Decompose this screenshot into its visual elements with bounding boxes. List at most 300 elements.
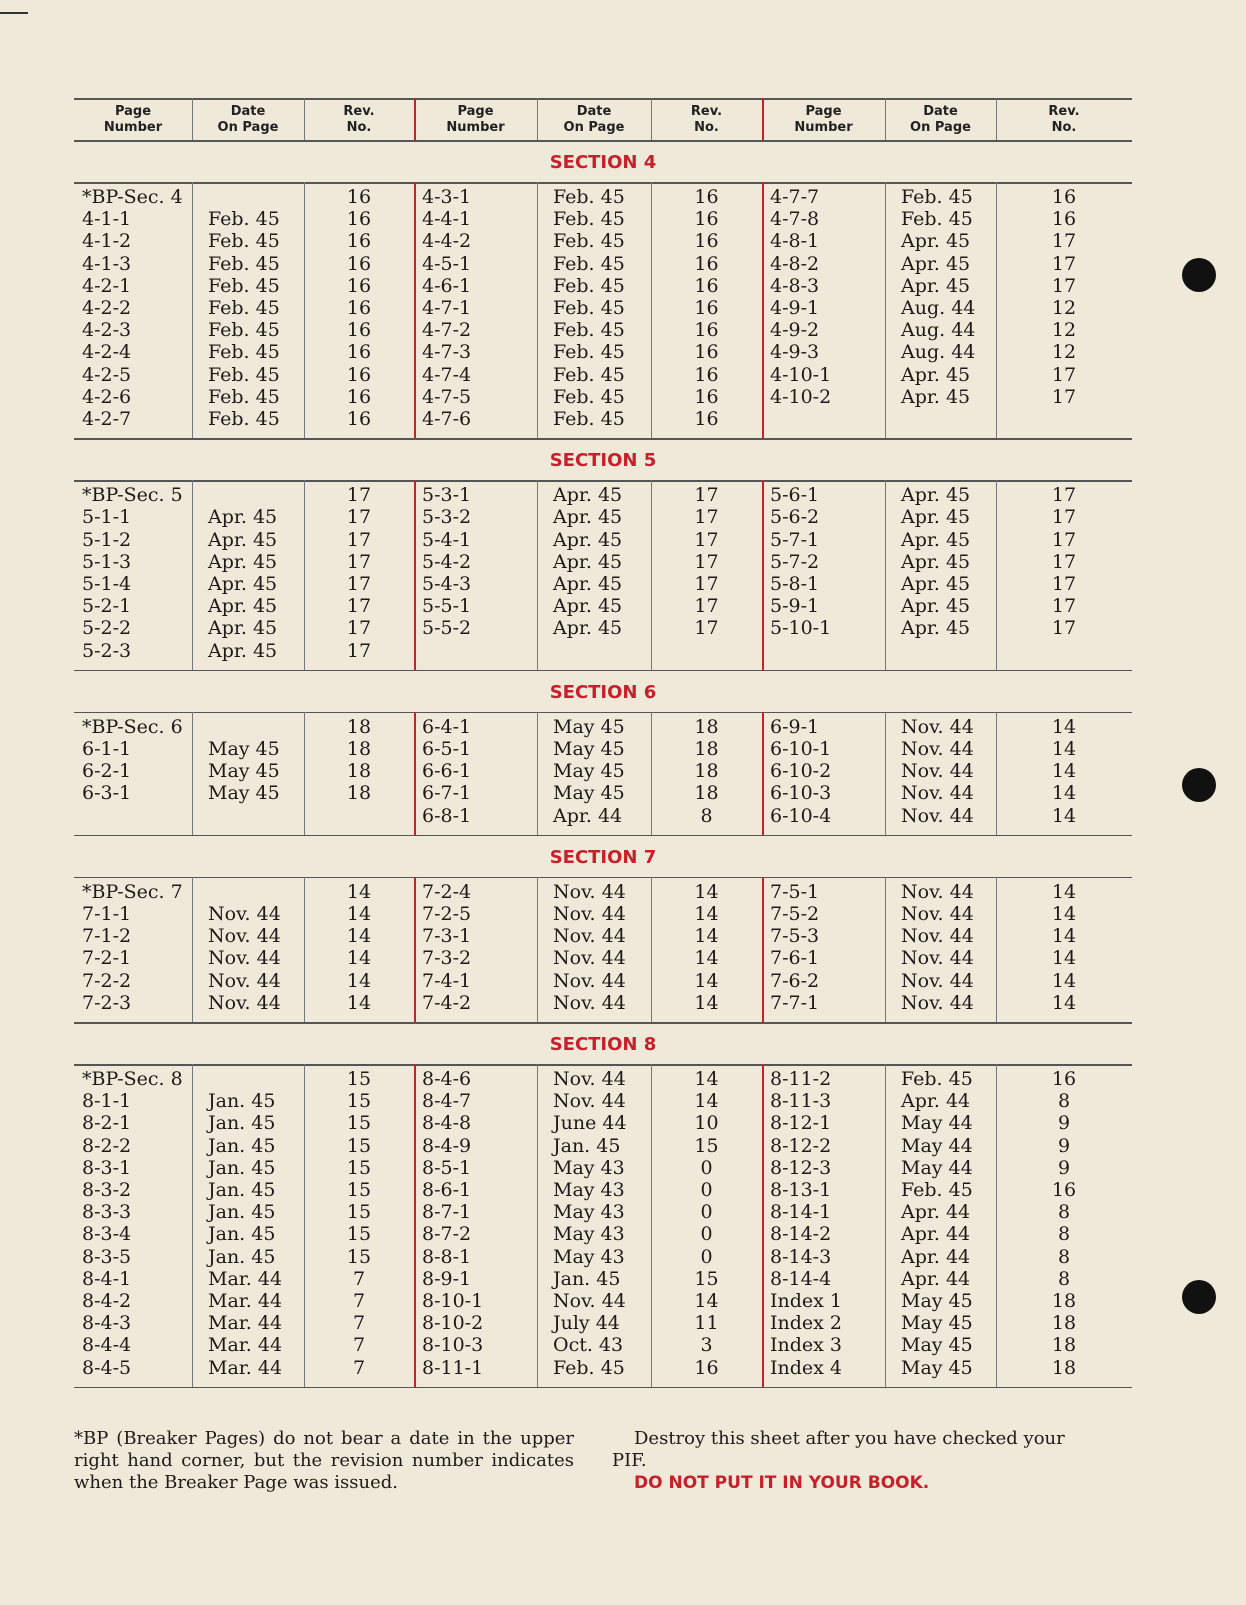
- page-number-cell: 7-5-1: [770, 880, 820, 903]
- revision-cell: 17: [694, 595, 719, 618]
- column-rule: [537, 98, 538, 140]
- destroy-instructions: [612, 1428, 1104, 1494]
- date-cell: Feb. 45: [208, 230, 280, 253]
- revision-cell: 16: [346, 252, 372, 275]
- section-title: SECTION 8: [549, 1034, 657, 1055]
- date-cell: Apr. 45: [208, 528, 278, 551]
- revision-cell: 16: [346, 363, 372, 386]
- revision-cell: 14: [1051, 715, 1077, 738]
- revision-cell: 17: [1051, 230, 1077, 253]
- page-number-cell: 8-4-2: [82, 1290, 132, 1312]
- page-number-cell: 8-4-3: [82, 1312, 132, 1335]
- page-number-cell: 5-5-1: [422, 595, 472, 618]
- revision-cell: 16: [346, 274, 372, 297]
- page-number-cell: Index 3: [770, 1334, 842, 1357]
- date-cell: May 45: [553, 760, 625, 783]
- revision-cell: 16: [1051, 1068, 1077, 1090]
- date-cell: May 44: [901, 1112, 973, 1135]
- page-number-cell: 7-6-1: [770, 947, 820, 970]
- page-number-cell: *BP-Sec. 8: [82, 1068, 183, 1090]
- date-cell: May 45: [901, 1356, 973, 1379]
- revision-cell: 16: [346, 341, 372, 364]
- date-cell: Jan. 45: [208, 1245, 276, 1268]
- column-rule: [996, 1064, 997, 1387]
- revision-cell: 17: [346, 639, 372, 662]
- page-number-cell: 7-2-1: [82, 947, 132, 970]
- date-cell: Feb. 45: [208, 297, 280, 319]
- date-cell: Apr. 45: [901, 274, 971, 297]
- revision-cell: 8: [1057, 1223, 1071, 1246]
- revision-cell: 16: [694, 230, 719, 253]
- page-number-cell: 5-2-3: [82, 639, 132, 662]
- date-cell: Feb. 45: [901, 1068, 973, 1090]
- date-cell: Nov. 44: [553, 947, 626, 970]
- revision-cell: 16: [1051, 1179, 1077, 1201]
- section-divider-rule: [414, 480, 416, 670]
- date-cell: Feb. 45: [208, 319, 280, 342]
- revision-cell: 18: [694, 782, 719, 805]
- revision-cell: 16: [346, 230, 372, 253]
- revision-cell: 17: [346, 484, 372, 507]
- page-number-cell: 4-2-3: [82, 319, 132, 342]
- date-cell: Apr. 45: [208, 506, 278, 529]
- revision-cell: 15: [346, 1156, 372, 1179]
- date-cell: Apr. 44: [901, 1223, 971, 1246]
- date-cell: Jan. 45: [208, 1223, 276, 1246]
- page-number-cell: 5-1-2: [82, 528, 132, 551]
- date-cell: Oct. 43: [553, 1334, 624, 1357]
- revision-cell: 14: [1051, 969, 1077, 992]
- page-number-cell: 8-9-1: [422, 1267, 472, 1290]
- date-cell: Apr. 44: [901, 1090, 971, 1113]
- page-number-cell: 7-1-2: [82, 925, 132, 948]
- revision-cell: 15: [346, 1179, 372, 1201]
- date-cell: Jan. 45: [208, 1156, 276, 1179]
- page-number-cell: 4-7-5: [422, 385, 472, 408]
- page-number-cell: 7-5-2: [770, 903, 820, 925]
- date-cell: July 44: [553, 1312, 620, 1335]
- page-number-cell: 7-1-1: [82, 903, 132, 925]
- revision-cell: 17: [1051, 252, 1077, 275]
- revision-cell: 14: [1051, 880, 1077, 903]
- date-cell: Aug. 44: [901, 341, 976, 364]
- date-cell: Apr. 45: [901, 252, 971, 275]
- revision-cell: 17: [694, 484, 719, 507]
- revision-cell: 18: [346, 715, 372, 738]
- revision-cell: 8: [1057, 1201, 1071, 1224]
- page-number-cell: 5-5-2: [422, 617, 472, 640]
- page-number-cell: 8-3-2: [82, 1179, 132, 1201]
- date-cell: May 45: [901, 1290, 973, 1312]
- page-number-cell: 6-10-3: [770, 782, 832, 805]
- date-cell: Feb. 45: [901, 208, 973, 231]
- date-cell: Apr. 45: [208, 639, 278, 662]
- revision-cell: 14: [1051, 925, 1077, 948]
- revision-cell: 17: [1051, 573, 1077, 595]
- revision-cell: 16: [694, 319, 719, 342]
- column-rule: [537, 1064, 538, 1387]
- revision-cell: 17: [694, 617, 719, 640]
- revision-cell: 16: [346, 385, 372, 408]
- page-number-cell: 8-3-1: [82, 1156, 132, 1179]
- date-cell: Feb. 45: [901, 186, 973, 208]
- date-cell: Nov. 44: [553, 1290, 626, 1312]
- page-number-cell: 7-5-3: [770, 925, 820, 948]
- date-cell: May 45: [208, 760, 280, 783]
- column-header: Rev. No.: [690, 104, 723, 135]
- page-number-cell: 4-3-1: [422, 186, 472, 208]
- page-number-cell: 8-12-2: [770, 1134, 832, 1157]
- date-cell: Mar. 44: [208, 1356, 283, 1379]
- section-rule: [74, 1064, 1132, 1066]
- page-number-cell: 8-4-7: [422, 1090, 472, 1113]
- page-number-cell: 4-2-2: [82, 297, 132, 319]
- revision-cell: 16: [694, 1356, 719, 1379]
- revision-cell: 17: [1051, 385, 1077, 408]
- revision-cell: 0: [700, 1245, 713, 1268]
- date-cell: Apr. 45: [901, 573, 971, 595]
- revision-cell: 14: [1051, 991, 1077, 1014]
- date-cell: Nov. 44: [901, 925, 974, 948]
- date-cell: Apr. 44: [553, 804, 623, 827]
- date-cell: Nov. 44: [208, 969, 281, 992]
- date-cell: Apr. 45: [553, 595, 623, 618]
- page-number-cell: 4-2-7: [82, 408, 132, 430]
- section-rule: [74, 877, 1132, 879]
- section-divider-rule: [762, 480, 764, 670]
- page-number-cell: 7-2-5: [422, 903, 472, 925]
- column-rule: [996, 98, 997, 140]
- date-cell: Mar. 44: [208, 1267, 283, 1290]
- revision-cell: 17: [694, 573, 719, 595]
- page-number-cell: 8-7-1: [422, 1201, 472, 1224]
- page-number-cell: 4-5-1: [422, 252, 472, 275]
- revision-cell: 12: [1051, 319, 1077, 342]
- page-number-cell: 8-4-1: [82, 1267, 132, 1290]
- column-rule: [885, 1064, 886, 1387]
- date-cell: May 44: [901, 1134, 973, 1157]
- column-rule: [192, 98, 193, 140]
- date-cell: Nov. 44: [553, 880, 626, 903]
- page-number-cell: 4-2-6: [82, 385, 132, 408]
- page-number-cell: 7-3-2: [422, 947, 472, 970]
- revision-cell: 17: [346, 595, 372, 618]
- section-rule: [74, 182, 1132, 184]
- page-number-cell: 8-11-3: [770, 1090, 832, 1113]
- page-number-cell: 5-10-1: [770, 617, 832, 640]
- date-cell: May 43: [553, 1156, 625, 1179]
- page-number-cell: 8-14-2: [770, 1223, 832, 1246]
- page-number-cell: 4-8-3: [770, 274, 820, 297]
- page-number-cell: 4-7-8: [770, 208, 820, 231]
- date-cell: Feb. 45: [208, 363, 280, 386]
- date-cell: Nov. 44: [553, 925, 626, 948]
- section-divider-rule: [762, 1064, 764, 1387]
- revision-cell: 17: [1051, 595, 1077, 618]
- page-number-cell: 8-6-1: [422, 1179, 472, 1201]
- page-number-cell: 8-13-1: [770, 1179, 832, 1201]
- date-cell: May 45: [901, 1334, 973, 1357]
- column-rule: [651, 182, 652, 438]
- date-cell: Nov. 44: [553, 969, 626, 992]
- date-cell: Apr. 45: [901, 550, 971, 573]
- page-number-cell: 8-4-8: [422, 1112, 472, 1135]
- page-number-cell: 4-1-3: [82, 252, 132, 275]
- page-number-cell: 7-2-2: [82, 969, 132, 992]
- revision-cell: 12: [1051, 341, 1077, 364]
- page-number-cell: 6-9-1: [770, 715, 820, 738]
- page-number-cell: 7-4-1: [422, 969, 472, 992]
- date-cell: Apr. 45: [901, 385, 971, 408]
- page-number-cell: 4-2-1: [82, 274, 132, 297]
- revision-cell: 14: [1051, 760, 1077, 783]
- column-rule: [651, 480, 652, 670]
- revision-cell: 16: [694, 363, 719, 386]
- page-number-cell: Index 2: [770, 1312, 842, 1335]
- revision-cell: 15: [694, 1267, 719, 1290]
- date-cell: Jan. 45: [208, 1201, 276, 1224]
- revision-cell: 14: [694, 925, 719, 948]
- column-rule: [304, 480, 305, 670]
- date-cell: Feb. 45: [553, 319, 625, 342]
- date-cell: May 43: [553, 1201, 625, 1224]
- breaker-pages-footnote: *BP (Breaker Pages) do not bear a date in the upper right hand corner, but the revision number indicates when the Breaker Page was issued.: [74, 1428, 574, 1493]
- page-number-cell: 7-7-1: [770, 991, 820, 1014]
- header-bottom-rule: [74, 140, 1132, 142]
- page-number-cell: 7-2-3: [82, 991, 132, 1014]
- page-number-cell: 5-4-3: [422, 573, 472, 595]
- page-number-cell: *BP-Sec. 7: [82, 880, 183, 903]
- column-header: Page Number: [794, 104, 853, 135]
- revision-cell: 18: [1051, 1290, 1077, 1312]
- page-number-cell: 6-10-2: [770, 760, 832, 783]
- revision-cell: 17: [346, 573, 372, 595]
- revision-cell: 17: [694, 506, 719, 529]
- page-number-cell: 4-4-2: [422, 230, 472, 253]
- revision-cell: 14: [694, 1290, 719, 1312]
- revision-cell: 15: [346, 1068, 372, 1090]
- date-cell: Apr. 45: [208, 550, 278, 573]
- column-rule: [996, 877, 997, 1022]
- date-cell: Feb. 45: [553, 230, 625, 253]
- page-number-cell: 5-6-2: [770, 506, 820, 529]
- revision-cell: 8: [1057, 1267, 1071, 1290]
- revision-cell: 8: [1057, 1090, 1071, 1113]
- revision-cell: 14: [1051, 738, 1077, 760]
- date-cell: Apr. 45: [208, 617, 278, 640]
- section-divider-rule: [414, 182, 416, 438]
- date-cell: May 45: [208, 738, 280, 760]
- page-number-cell: 8-14-1: [770, 1201, 832, 1224]
- date-cell: Feb. 45: [553, 186, 625, 208]
- header-top-rule: [74, 98, 1132, 100]
- page-number-cell: 4-10-2: [770, 385, 832, 408]
- date-cell: Nov. 44: [901, 969, 974, 992]
- section-divider-rule: [414, 877, 416, 1022]
- page-number-cell: 8-4-6: [422, 1068, 472, 1090]
- date-cell: Nov. 44: [901, 715, 974, 738]
- revision-cell: 7: [352, 1334, 366, 1357]
- date-cell: Feb. 45: [553, 1356, 625, 1379]
- column-rule: [537, 480, 538, 670]
- page-number-cell: 8-11-2: [770, 1068, 832, 1090]
- revision-cell: 15: [346, 1134, 372, 1157]
- date-cell: Nov. 44: [553, 903, 626, 925]
- revision-cell: 0: [700, 1179, 713, 1201]
- page-number-cell: 8-5-1: [422, 1156, 472, 1179]
- revision-cell: 18: [1051, 1356, 1077, 1379]
- column-rule: [304, 1064, 305, 1387]
- date-cell: Nov. 44: [901, 782, 974, 805]
- section-divider-rule: [414, 98, 416, 140]
- revision-cell: 16: [1051, 186, 1077, 208]
- revision-cell: 16: [694, 208, 719, 231]
- date-cell: Feb. 45: [553, 252, 625, 275]
- revision-cell: 14: [1051, 947, 1077, 970]
- revision-cell: 14: [346, 991, 372, 1014]
- revision-cell: 17: [1051, 550, 1077, 573]
- revision-cell: 16: [346, 408, 372, 430]
- revision-cell: 0: [700, 1223, 713, 1246]
- date-cell: Apr. 44: [901, 1267, 971, 1290]
- revision-cell: 18: [694, 738, 719, 760]
- page-number-cell: Index 1: [770, 1290, 842, 1312]
- page-number-cell: 8-14-4: [770, 1267, 832, 1290]
- column-rule: [885, 98, 886, 140]
- section-divider-rule: [414, 712, 416, 835]
- date-cell: Nov. 44: [901, 804, 974, 827]
- page-number-cell: 4-7-1: [422, 297, 472, 319]
- date-cell: Apr. 45: [553, 528, 623, 551]
- date-cell: Apr. 45: [553, 550, 623, 573]
- column-rule: [304, 712, 305, 835]
- page-number-cell: 6-6-1: [422, 760, 472, 783]
- date-cell: June 44: [553, 1112, 627, 1135]
- revision-cell: 10: [694, 1112, 719, 1135]
- page-number-cell: 5-7-2: [770, 550, 820, 573]
- revision-cell: 16: [694, 274, 719, 297]
- date-cell: Feb. 45: [553, 408, 625, 430]
- revision-cell: 16: [694, 408, 719, 430]
- page-number-cell: 7-4-2: [422, 991, 472, 1014]
- column-header: Rev. No.: [343, 104, 375, 135]
- revision-cell: 17: [694, 550, 719, 573]
- date-cell: Feb. 45: [208, 341, 280, 364]
- page-number-cell: 5-2-1: [82, 595, 132, 618]
- page-number-cell: 5-2-2: [82, 617, 132, 640]
- revision-cell: 16: [694, 385, 719, 408]
- date-cell: Nov. 44: [553, 1068, 626, 1090]
- revision-cell: 7: [352, 1290, 366, 1312]
- page-number-cell: 4-8-2: [770, 252, 820, 275]
- revision-cell: 15: [346, 1245, 372, 1268]
- date-cell: Apr. 45: [901, 484, 971, 507]
- page-number-cell: 6-3-1: [82, 782, 132, 805]
- column-rule: [885, 182, 886, 438]
- date-cell: May 45: [553, 782, 625, 805]
- revision-cell: 16: [346, 319, 372, 342]
- page-number-cell: 5-6-1: [770, 484, 820, 507]
- column-rule: [537, 182, 538, 438]
- revision-cell: 9: [1057, 1112, 1071, 1135]
- page-number-cell: 5-8-1: [770, 573, 820, 595]
- page-number-cell: 8-4-5: [82, 1356, 132, 1379]
- date-cell: Jan. 45: [208, 1112, 276, 1135]
- page-number-cell: 4-4-1: [422, 208, 472, 231]
- date-cell: Nov. 44: [901, 738, 974, 760]
- page-number-cell: Index 4: [770, 1356, 842, 1379]
- date-cell: Feb. 45: [553, 363, 625, 386]
- revision-cell: 7: [352, 1356, 366, 1379]
- page-number-cell: 4-2-4: [82, 341, 132, 364]
- date-cell: Apr. 45: [901, 617, 971, 640]
- revision-cell: 14: [346, 969, 372, 992]
- page-number-cell: 4-9-3: [770, 341, 820, 364]
- revision-cell: 15: [346, 1090, 372, 1113]
- date-cell: Apr. 45: [901, 528, 971, 551]
- date-cell: Apr. 45: [553, 506, 623, 529]
- page-number-cell: 7-3-1: [422, 925, 472, 948]
- date-cell: Apr. 45: [208, 573, 278, 595]
- section-rule: [74, 480, 1132, 482]
- column-rule: [996, 480, 997, 670]
- date-cell: May 43: [553, 1179, 625, 1201]
- date-cell: Feb. 45: [553, 297, 625, 319]
- date-cell: Nov. 44: [208, 991, 281, 1014]
- revision-cell: 18: [1051, 1312, 1077, 1335]
- column-header: Page Number: [446, 104, 505, 135]
- page-number-cell: 4-6-1: [422, 274, 472, 297]
- date-cell: Nov. 44: [208, 903, 281, 925]
- page-number-cell: 8-2-2: [82, 1134, 132, 1157]
- section-divider-rule: [762, 712, 764, 835]
- date-cell: Feb. 45: [553, 274, 625, 297]
- page-number-cell: 6-5-1: [422, 738, 472, 760]
- page-number-cell: 8-1-1: [82, 1090, 132, 1113]
- revision-cell: 14: [346, 925, 372, 948]
- revision-cell: 14: [694, 1068, 719, 1090]
- page-number-cell: 4-7-7: [770, 186, 820, 208]
- date-cell: Apr. 45: [553, 484, 623, 507]
- revision-cell: 9: [1057, 1134, 1071, 1157]
- revision-cell: 15: [346, 1223, 372, 1246]
- page-number-cell: 4-1-1: [82, 208, 132, 231]
- date-cell: May 45: [208, 782, 280, 805]
- revision-cell: 16: [346, 186, 372, 208]
- revision-cell: 14: [694, 991, 719, 1014]
- section-end-rule: [74, 835, 1132, 837]
- section-end-rule: [74, 438, 1132, 440]
- date-cell: Nov. 44: [208, 947, 281, 970]
- column-rule: [885, 480, 886, 670]
- date-cell: Nov. 44: [901, 947, 974, 970]
- revision-cell: 14: [1051, 804, 1077, 827]
- section-divider-rule: [762, 98, 764, 140]
- section-end-rule: [74, 1387, 1132, 1389]
- date-cell: Jan. 45: [553, 1267, 621, 1290]
- page-number-cell: 8-10-1: [422, 1290, 484, 1312]
- column-rule: [192, 1064, 193, 1387]
- revision-cell: 18: [694, 760, 719, 783]
- destroy-text: Destroy this sheet after you have checked your PIF.: [612, 1428, 1065, 1471]
- revision-cell: 3: [700, 1334, 713, 1357]
- page-number-cell: 5-3-1: [422, 484, 472, 507]
- binder-hole-bottom: [1182, 1280, 1216, 1314]
- page-number-cell: 4-7-4: [422, 363, 472, 386]
- date-cell: Apr. 45: [553, 573, 623, 595]
- revision-cell: 0: [700, 1156, 713, 1179]
- revision-cell: 17: [1051, 363, 1077, 386]
